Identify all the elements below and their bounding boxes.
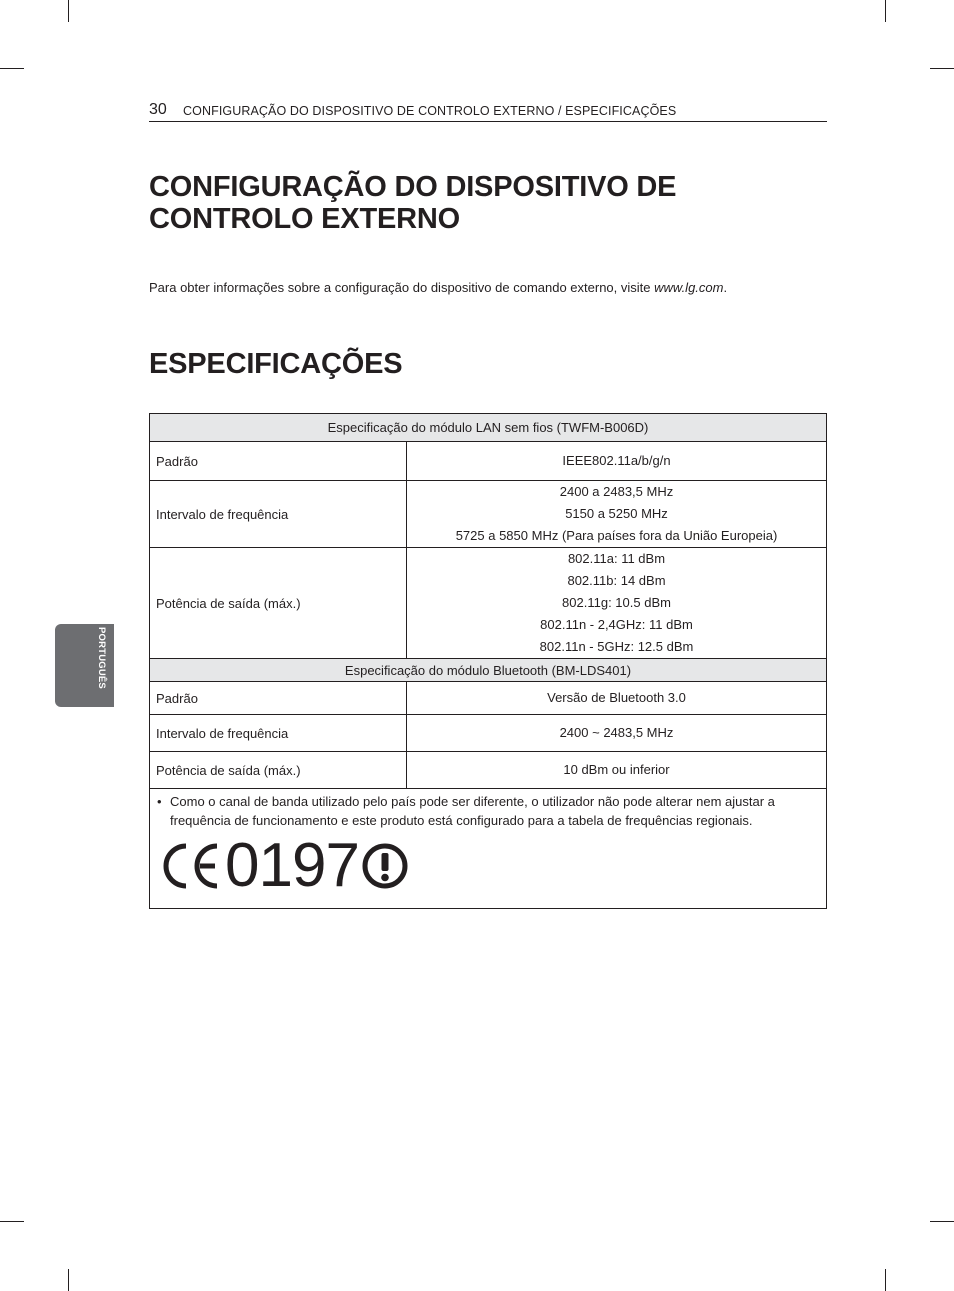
row-value: 10 dBm ou inferior	[407, 752, 827, 789]
table-note-row	[150, 789, 827, 909]
row-label: Padrão	[150, 442, 407, 481]
title-line-1: CONFIGURAÇÃO DO DISPOSITIVO DE	[149, 171, 677, 203]
language-side-tab	[55, 624, 114, 707]
running-title: CONFIGURAÇÃO DO DISPOSITIVO DE CONTROLO EXTERNO / ESPECIFICAÇÕES	[183, 104, 677, 118]
crop-mark	[68, 1269, 69, 1291]
crop-mark	[885, 1269, 886, 1291]
table-row	[150, 682, 827, 715]
value-line: 5725 a 5850 MHz (Para países fora da União Europeia)	[455, 528, 778, 543]
crop-mark	[885, 0, 886, 22]
note-cell	[150, 789, 827, 909]
notified-body-number: 0197	[225, 831, 359, 900]
specifications-table	[149, 413, 827, 909]
value-line: 802.11g: 10.5 dBm	[562, 595, 671, 610]
row-label: Potência de saída (máx.)	[150, 752, 407, 789]
table-row	[150, 442, 827, 481]
intro-end: .	[723, 280, 728, 295]
section-title-specifications: ESPECIFICAÇÕES	[149, 348, 403, 380]
crop-mark	[0, 68, 24, 69]
row-value: Versão de Bluetooth 3.0	[407, 682, 827, 715]
value-line: 5150 a 5250 MHz	[565, 506, 668, 521]
note-text: Como o canal de banda utilizado pelo país pode ser diferente, o utilizador não pode alterar nem ajustar a frequência de funcionamento e este produto está configurado para a tabela de frequências regionais.	[170, 794, 775, 828]
row-label: Potência de saída (máx.)	[150, 548, 407, 659]
section-title-external-control	[149, 171, 789, 235]
crop-mark	[930, 68, 954, 69]
row-value	[407, 548, 827, 659]
lan-module-header: Especificação do módulo LAN sem fios (TWFM-B006D)	[150, 414, 827, 442]
intro-text: Para obter informações sobre a configuração do dispositivo de comando externo, visite	[149, 280, 655, 295]
row-label: Intervalo de frequência	[150, 481, 407, 548]
alert-class-icon	[361, 842, 409, 890]
running-header	[149, 100, 827, 122]
row-label: Padrão	[150, 682, 407, 715]
crop-mark	[0, 1221, 24, 1222]
regional-frequency-note	[157, 792, 820, 830]
ce-marking	[159, 830, 820, 902]
bluetooth-module-header: Especificação do módulo Bluetooth (BM-LDS401)	[150, 659, 827, 682]
row-value: 2400 ~ 2483,5 MHz	[407, 715, 827, 752]
value-line: 802.11n - 5GHz: 12.5 dBm	[539, 639, 694, 654]
row-value: IEEE802.11a/b/g/n	[407, 442, 827, 481]
value-line: 802.11b: 14 dBm	[567, 573, 666, 588]
crop-mark	[930, 1221, 954, 1222]
table-row	[150, 715, 827, 752]
intro-paragraph	[149, 280, 727, 295]
row-value	[407, 481, 827, 548]
lg-website-link[interactable]: www.lg.com	[654, 280, 724, 295]
language-tab-label: PORTUGUÊS	[96, 627, 107, 689]
ce-mark-icon	[159, 840, 221, 892]
crop-mark	[68, 0, 69, 22]
table-row	[150, 548, 827, 659]
row-label: Intervalo de frequência	[150, 715, 407, 752]
table-section-header	[150, 414, 827, 442]
value-line: 2400 a 2483,5 MHz	[559, 484, 674, 499]
value-line: 802.11n - 2,4GHz: 11 dBm	[540, 617, 693, 632]
bullet-icon: •	[157, 794, 162, 809]
table-row	[150, 752, 827, 789]
page-number: 30	[149, 101, 167, 118]
title-line-2: CONTROLO EXTERNO	[149, 203, 460, 235]
table-section-header	[150, 659, 827, 682]
value-line: 802.11a: 11 dBm	[567, 551, 666, 566]
table-row	[150, 481, 827, 548]
